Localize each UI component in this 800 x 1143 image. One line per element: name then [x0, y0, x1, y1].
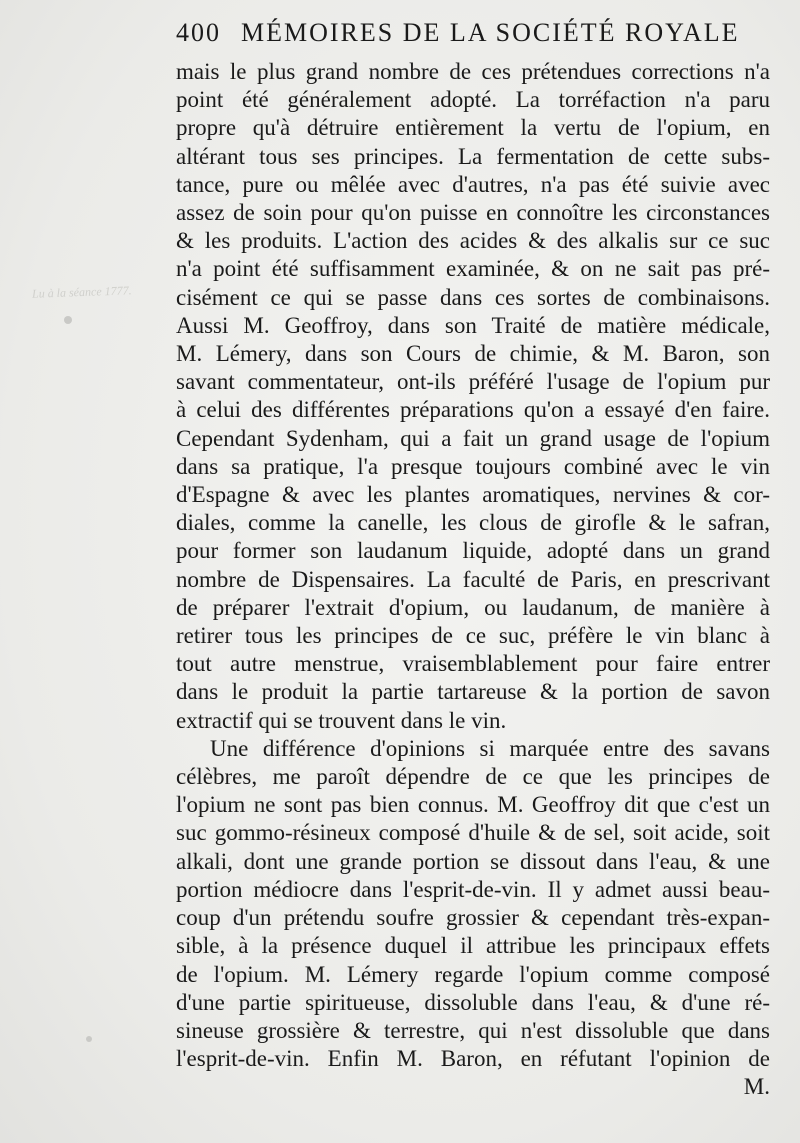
catchword: M. — [743, 1074, 770, 1100]
text-line: coup d'un prétendu soufre grossier & cependant très-expan- — [176, 905, 770, 931]
paper-speck — [64, 316, 72, 324]
body-text — [176, 58, 770, 1102]
text-line: Une différence d'opinions si marquée entre des savans — [210, 735, 770, 761]
text-line: propre qu'à détruire entièrement la vertu de l'opium, en — [176, 115, 770, 141]
text-line: pour former son laudanum liquide, adopté dans un grand — [176, 538, 770, 564]
paper-speck — [86, 1036, 92, 1042]
text-line: d'une partie spiritueuse, dissoluble dans l'eau, & d'une ré- — [176, 989, 770, 1015]
text-line: assez de soin pour qu'on puisse en connoître les circonstances — [176, 200, 770, 226]
text-line: cisément ce qui se passe dans ces sortes de combinaisons. — [176, 284, 770, 310]
text-line: alkali, dont une grande portion se dissout dans l'eau, & une — [176, 848, 770, 874]
text-line: l'esprit-de-vin. Enfin M. Baron, en réfutant l'opinion de — [176, 1046, 770, 1072]
text-line: sible, à la présence duquel il attribue les principaux effets — [176, 933, 770, 959]
text-line: mais le plus grand nombre de ces prétendues corrections n'a — [176, 59, 770, 84]
text-line: l'opium ne sont pas bien connus. M. Geoffroy dit que c'est un — [176, 792, 770, 818]
paragraph-2 — [176, 735, 770, 1073]
text-line: Cependant Sydenham, qui a fait un grand usage de l'opium — [176, 425, 770, 451]
text-line: suc gommo-résineux composé d'huile & de sel, soit acide, soit — [176, 820, 770, 846]
page-number: 400 — [176, 18, 221, 47]
text-line: retirer tous les principes de ce suc, préfère le vin blanc à — [176, 623, 770, 649]
text-line: tance, pure ou mêlée avec d'autres, n'a pas été suivie avec — [176, 171, 770, 197]
text-line: altérant tous ses principes. La fermentation de cette subs- — [176, 143, 770, 169]
text-line: & les produits. L'action des acides & des alkalis sur ce suc — [176, 228, 770, 254]
text-line: célèbres, me paroît dépendre de ce que les principes de — [176, 764, 770, 790]
text-line: de préparer l'extrait d'opium, ou laudanum, de manière à — [176, 594, 770, 620]
running-header — [176, 18, 740, 48]
text-line: de l'opium. M. Lémery regarde l'opium comme composé — [176, 961, 770, 987]
text-line: à celui des différentes préparations qu'on a essayé d'en faire. — [176, 397, 770, 423]
text-line: extractif qui se trouvent dans le vin. — [176, 707, 507, 733]
text-line: sineuse grossière & terrestre, qui n'est dissoluble que dans — [176, 1017, 770, 1043]
text-line: portion médiocre dans l'esprit-de-vin. Il y admet aussi beau- — [176, 876, 770, 902]
text-line: n'a point été suffisamment examinée, & on ne sait pas pré- — [176, 256, 770, 282]
text-line: nombre de Dispensaires. La faculté de Paris, en prescrivant — [176, 566, 770, 592]
text-line: Aussi M. Geoffroy, dans son Traité de matière médicale, — [176, 312, 770, 338]
margin-show-through: Lu à la séance 1777. — [31, 283, 132, 301]
paragraph-1 — [176, 58, 770, 735]
text-line: dans le produit la partie tartareuse & la portion de savon — [176, 679, 770, 705]
text-line: d'Espagne & avec les plantes aromatiques, nervines & cor- — [176, 482, 770, 508]
text-line: point été généralement adopté. La torréfaction n'a paru — [176, 87, 770, 113]
text-line: diales, comme la canelle, les clous de girofle & le safran, — [176, 510, 770, 536]
running-title: MÉMOIRES DE LA SOCIÉTÉ ROYALE — [241, 18, 740, 47]
text-line: savant commentateur, ont-ils préféré l'usage de l'opium pur — [176, 369, 770, 395]
text-line: tout autre menstrue, vraisemblablement pour faire entrer — [176, 651, 770, 677]
text-line: M. Lémery, dans son Cours de chimie, & M. Baron, son — [176, 341, 770, 367]
text-line: dans sa pratique, l'a presque toujours combiné avec le vin — [176, 453, 770, 479]
